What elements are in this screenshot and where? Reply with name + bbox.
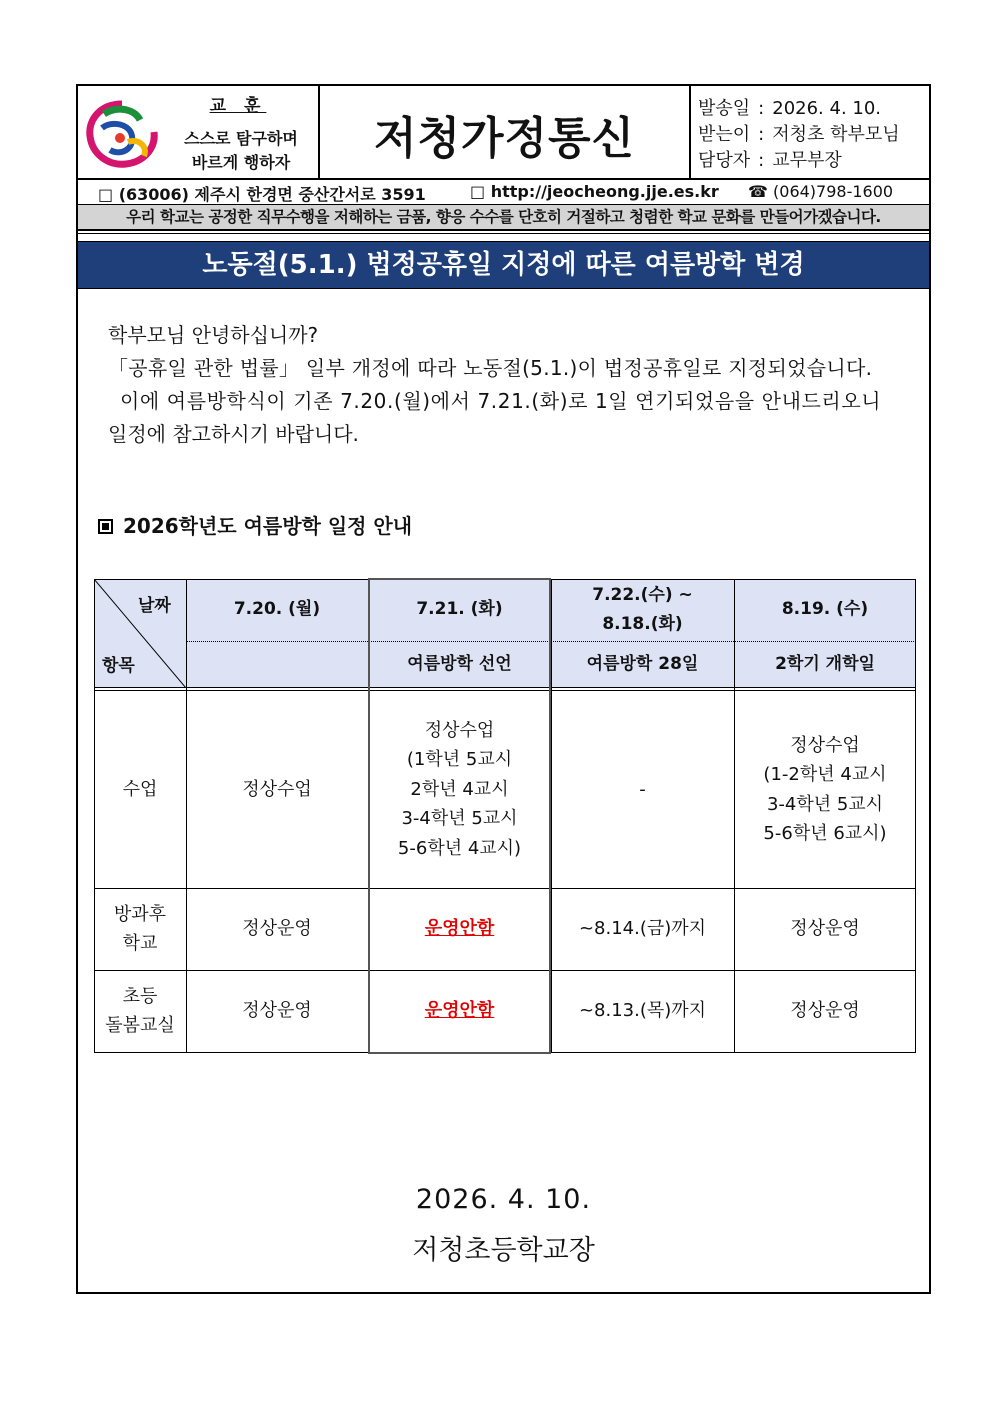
not-operating-alert: 운영안함	[424, 1000, 495, 1022]
date-header	[734, 579, 916, 641]
grid-line	[915, 579, 916, 1053]
subtitle-label: 여름방학 28일	[586, 653, 699, 674]
send-date-label: 발송일	[698, 98, 751, 119]
square-bullet-icon	[98, 519, 113, 534]
recipient-label: 받는이	[698, 124, 751, 145]
not-operating-alert: 운영안함	[424, 918, 495, 940]
person-in-charge-value: 교무부장	[772, 150, 842, 171]
principal-signature: 저청초등학교장	[412, 1235, 595, 1266]
person-in-charge: 담당자 : 교무부장	[698, 150, 842, 171]
grid-line	[186, 579, 187, 1053]
motto-box	[78, 86, 320, 178]
corner-item-label: 항목	[102, 656, 135, 676]
corner-date-label: 날짜	[138, 596, 171, 616]
motto-line-2: 바르게 행하자	[191, 153, 291, 172]
date-label: 8.19. (수)	[781, 599, 869, 620]
date-label: 7.22.(수) ~ 8.18.(화)	[592, 584, 693, 634]
grid-line	[94, 579, 95, 1053]
table-cell: 정상수업	[242, 778, 312, 800]
body-line-3: 일정에 참고하시기 바랍니다.	[108, 422, 359, 446]
send-date: 발송일 : 2026. 4. 10.	[698, 98, 882, 119]
contact-row	[78, 180, 929, 205]
date-header	[551, 579, 734, 641]
table-cell: 정상운영	[790, 918, 860, 940]
divider	[78, 233, 929, 234]
date-subtitle	[186, 641, 368, 688]
grid-line	[734, 579, 735, 1053]
date-subtitle	[734, 641, 916, 688]
subtitle-label: 여름방학 선언	[407, 653, 512, 674]
body-line-1: 「공휴일 관한 법률」 일부 개정에 따라 노동절(5.1.)이 법정공휴일로 지정되었습니다.	[108, 356, 873, 380]
motto-line-1: 스스로 탐구하며	[184, 129, 298, 148]
body-line-2: 이에 여름방학식이 기존 7.20.(월)에서 7.21.(화)로 1일 연기되었음을 안내드리오니	[120, 389, 882, 413]
table-cell: 정상운영	[242, 1000, 312, 1022]
phone-number: ☎ (064)798-1600	[748, 182, 894, 201]
recipient-value: 저청초 학부모님	[772, 124, 900, 145]
postal-address: □ (63006) 제주시 한경면 중산간서로 3591	[98, 185, 426, 204]
grid-line-dotted	[186, 641, 916, 642]
title-box	[320, 86, 691, 178]
grid-line	[551, 579, 552, 1053]
send-info	[690, 86, 928, 178]
integrity-pledge: 우리 학교는 공정한 직무수행을 저해하는 금품, 향응 수수를 단호히 거절하고 청렴한 학교 문화를 만들어가겠습니다.	[78, 205, 929, 231]
schedule-table	[94, 579, 916, 1052]
notice-banner: 노동절(5.1.) 법정공휴일 지정에 따른 여름방학 변경	[78, 241, 929, 289]
motto-title: 교 훈	[209, 96, 267, 116]
table-cell: 정상수업 (1학년 5교시 2학년 4교시 3-4학년 5교시 5-6학년 4교시)	[397, 719, 522, 859]
website-link[interactable]: □ http://jeocheong.jje.es.kr	[470, 182, 719, 201]
table-cell: 정상운영	[242, 918, 312, 940]
date-header	[186, 579, 368, 641]
send-date-value: 2026. 4. 10.	[772, 98, 882, 119]
highlighted-column	[368, 578, 551, 1054]
table-cell: 정상운영	[790, 1000, 860, 1022]
footer-date: 2026. 4. 10.	[415, 1184, 592, 1215]
date-subtitle	[551, 641, 734, 688]
greeting: 학부모님 안녕하십니까?	[108, 323, 319, 347]
school-logo-icon	[82, 98, 162, 172]
row-label-afterschool: 방과후 학교	[113, 903, 167, 954]
person-in-charge-label: 담당자	[698, 150, 751, 171]
section-title: 2026학년도 여름방학 일정 안내	[123, 514, 413, 538]
row-label-care-class: 초등 돌봄교실	[105, 985, 175, 1036]
recipient: 받는이 : 저청초 학부모님	[698, 124, 900, 145]
newsletter-title: 저청가정통신	[373, 113, 636, 164]
table-cell: ~8.13.(목)까지	[578, 1000, 707, 1022]
date-label: 7.21. (화)	[416, 599, 503, 620]
section-heading	[98, 510, 412, 539]
table-cell: -	[639, 778, 646, 800]
document-frame	[76, 84, 931, 1294]
letterhead	[78, 86, 929, 180]
table-cell: ~8.14.(금)까지	[578, 918, 707, 940]
table-cell: 정상수업 (1-2학년 4교시 3-4학년 5교시 5-6학년 6교시)	[763, 734, 887, 844]
date-label: 7.20. (월)	[233, 599, 321, 620]
subtitle-label: 2학기 개학일	[775, 653, 875, 674]
row-label-class: 수업	[122, 778, 158, 800]
